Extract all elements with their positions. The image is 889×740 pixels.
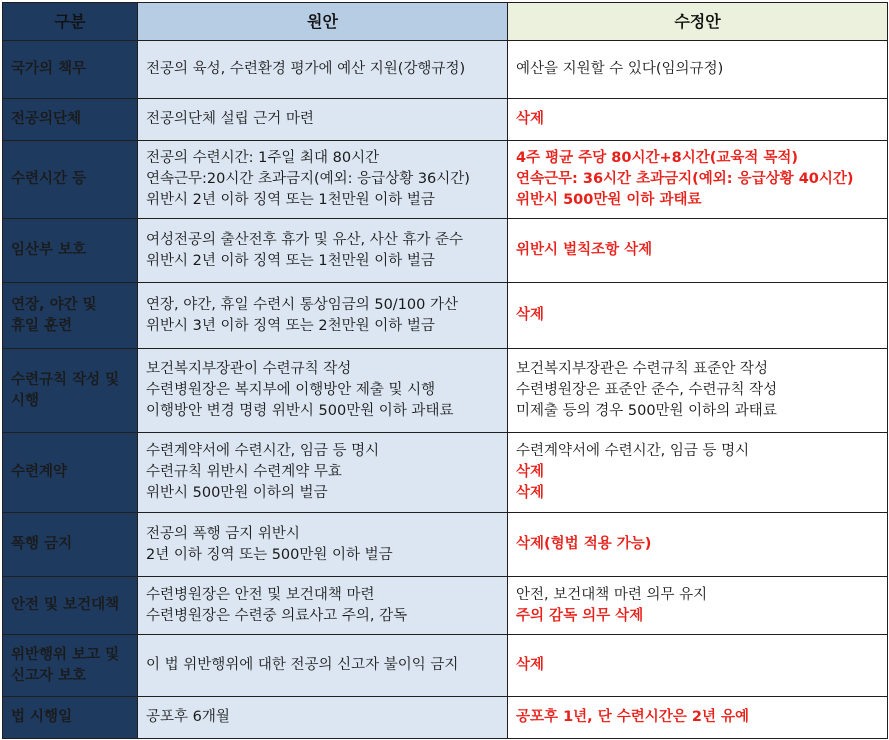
revised-cell xyxy=(508,697,888,739)
category-cell xyxy=(3,513,138,577)
category-text: 시행 xyxy=(11,392,40,409)
original-text: 2년 이하 징역 또는 500만원 이하 벌금 xyxy=(146,546,393,563)
original-text: 연장, 야간, 휴일 수련시 통상임금의 50/100 가산 xyxy=(146,296,458,313)
original-text: 여성전공의 출산전후 휴가 및 유산, 사산 휴가 준수 xyxy=(146,231,464,248)
original-text: 이행방안 변경 명령 위반시 500만원 이하 과태료 xyxy=(146,403,454,419)
category-text: 전공의단체 xyxy=(11,111,82,127)
table-row xyxy=(3,697,888,739)
revised-deleted-text: 위반시 500만원 이하 과태료 xyxy=(516,192,702,208)
original-text: 이 법 위반행위에 대한 전공의 신고자 불이익 금지 xyxy=(146,657,459,673)
category-cell xyxy=(3,99,138,141)
category-text: 위반행위 보고 및 xyxy=(11,646,120,663)
table-body xyxy=(3,41,888,739)
category-text: 휴일 훈련 xyxy=(11,317,73,334)
revised-cell xyxy=(508,349,888,433)
revised-text: 수련계약서에 수련시간, 임금 등 명시 xyxy=(516,443,750,459)
original-cell xyxy=(138,219,508,283)
revised-deleted-text: 주의 감독 의무 삭제 xyxy=(516,607,644,624)
original-cell xyxy=(138,99,508,141)
category-text: 신고자 보호 xyxy=(11,667,87,684)
category-cell xyxy=(3,219,138,283)
header-category: 구분 xyxy=(3,3,138,41)
revised-deleted-text: 삭제(형법 적용 가능) xyxy=(516,536,652,552)
category-text: 폭행 금지 xyxy=(11,536,73,552)
header-original: 원안 xyxy=(138,3,508,41)
category-text: 수련시간 등 xyxy=(11,171,87,187)
category-text: 국가의 책무 xyxy=(11,61,87,77)
table-row xyxy=(3,99,888,141)
revised-text: 미제출 등의 경우 500만원 이하의 과태료 xyxy=(516,403,777,419)
comparison-table xyxy=(2,2,888,739)
revised-deleted-text: 4주 평균 주당 80시간+8시간(교육적 목적) xyxy=(516,150,799,166)
category-text: 임산부 보호 xyxy=(11,242,87,258)
revised-deleted-text: 삭제 xyxy=(516,657,545,673)
original-text: 전공의 육성, 수련환경 평가에 예산 지원(강행규정) xyxy=(146,61,466,77)
header-row xyxy=(3,3,888,41)
table-row xyxy=(3,141,888,219)
original-text: 위반시 500만원 이하의 벌금 xyxy=(146,485,328,501)
table-row xyxy=(3,41,888,99)
revised-text: 예산을 지원할 수 있다(임의규정) xyxy=(516,61,724,77)
original-cell xyxy=(138,433,508,513)
revised-text: 보건복지부장관은 수련규칙 표준안 작성 xyxy=(516,361,768,377)
original-text: 전공의 수련시간: 1주일 최대 80시간 xyxy=(146,150,380,166)
category-text: 수련규칙 작성 및 xyxy=(11,371,120,388)
revised-deleted-text: 연속근무: 36시간 초과금지(예외: 응급상황 40시간) xyxy=(516,171,854,187)
original-text: 보건복지부장관이 수련규칙 작성 xyxy=(146,361,352,377)
revised-cell xyxy=(508,433,888,513)
revised-cell xyxy=(508,577,888,635)
original-text: 수련병원장은 복지부에 이행방안 제출 및 시행 xyxy=(146,382,436,398)
category-cell xyxy=(3,577,138,635)
original-text: 전공의 폭행 금지 위반시 xyxy=(146,525,300,542)
category-cell xyxy=(3,141,138,219)
revised-cell xyxy=(508,635,888,697)
original-cell xyxy=(138,635,508,697)
original-text: 공포후 6개월 xyxy=(146,709,230,725)
category-text: 수련계약 xyxy=(11,464,68,480)
table-row xyxy=(3,283,888,349)
category-cell xyxy=(3,635,138,697)
revised-cell xyxy=(508,219,888,283)
revised-cell xyxy=(508,41,888,99)
revised-cell xyxy=(508,283,888,349)
original-cell xyxy=(138,141,508,219)
table-row xyxy=(3,635,888,697)
revised-deleted-text: 삭제 xyxy=(516,485,545,501)
table-row xyxy=(3,513,888,577)
header-revised: 수정안 xyxy=(508,3,888,41)
revised-text: 수련병원장은 표준안 준수, 수련규칙 작성 xyxy=(516,382,778,398)
revised-deleted-text: 삭제 xyxy=(516,111,545,127)
revised-cell xyxy=(508,99,888,141)
revised-text: 안전, 보건대책 마련 의무 유지 xyxy=(516,586,708,603)
original-text: 수련계약서에 수련시간, 임금 등 명시 xyxy=(146,443,380,459)
category-cell xyxy=(3,433,138,513)
category-text: 법 시행일 xyxy=(11,709,73,725)
table-row xyxy=(3,219,888,283)
original-text: 위반시 2년 이하 징역 또는 1천만원 이하 벌금 xyxy=(146,252,435,269)
revised-deleted-text: 위반시 벌칙조항 삭제 xyxy=(516,242,653,258)
table-row xyxy=(3,349,888,433)
revised-cell xyxy=(508,141,888,219)
original-cell xyxy=(138,283,508,349)
category-cell xyxy=(3,41,138,99)
revised-cell xyxy=(508,513,888,577)
revised-deleted-text: 삭제 xyxy=(516,307,545,323)
table-row xyxy=(3,433,888,513)
category-text: 연장, 야간 및 xyxy=(11,296,97,313)
original-text: 위반시 3년 이하 징역 또는 2천만원 이하 벌금 xyxy=(146,317,435,334)
category-cell xyxy=(3,349,138,433)
original-cell xyxy=(138,513,508,577)
original-cell xyxy=(138,577,508,635)
revised-deleted-text: 삭제 xyxy=(516,464,545,480)
original-cell xyxy=(138,697,508,739)
original-text: 전공의단체 설립 근거 마련 xyxy=(146,111,314,127)
table-row xyxy=(3,577,888,635)
category-cell xyxy=(3,283,138,349)
original-text: 수련병원장은 수련중 의료사고 주의, 감독 xyxy=(146,607,408,624)
original-cell xyxy=(138,41,508,99)
original-text: 연속근무:20시간 초과금지(예외: 응급상황 36시간) xyxy=(146,171,470,187)
original-text: 수련병원장은 안전 및 보건대책 마련 xyxy=(146,586,375,603)
original-text: 수련규칙 위반시 수련계약 무효 xyxy=(146,464,342,480)
original-text: 위반시 2년 이하 징역 또는 1천만원 이하 벌금 xyxy=(146,192,435,208)
revised-deleted-text: 공포후 1년, 단 수련시간은 2년 유예 xyxy=(516,709,750,725)
category-text: 안전 및 보건대책 xyxy=(11,597,120,613)
category-cell xyxy=(3,697,138,739)
original-cell xyxy=(138,349,508,433)
